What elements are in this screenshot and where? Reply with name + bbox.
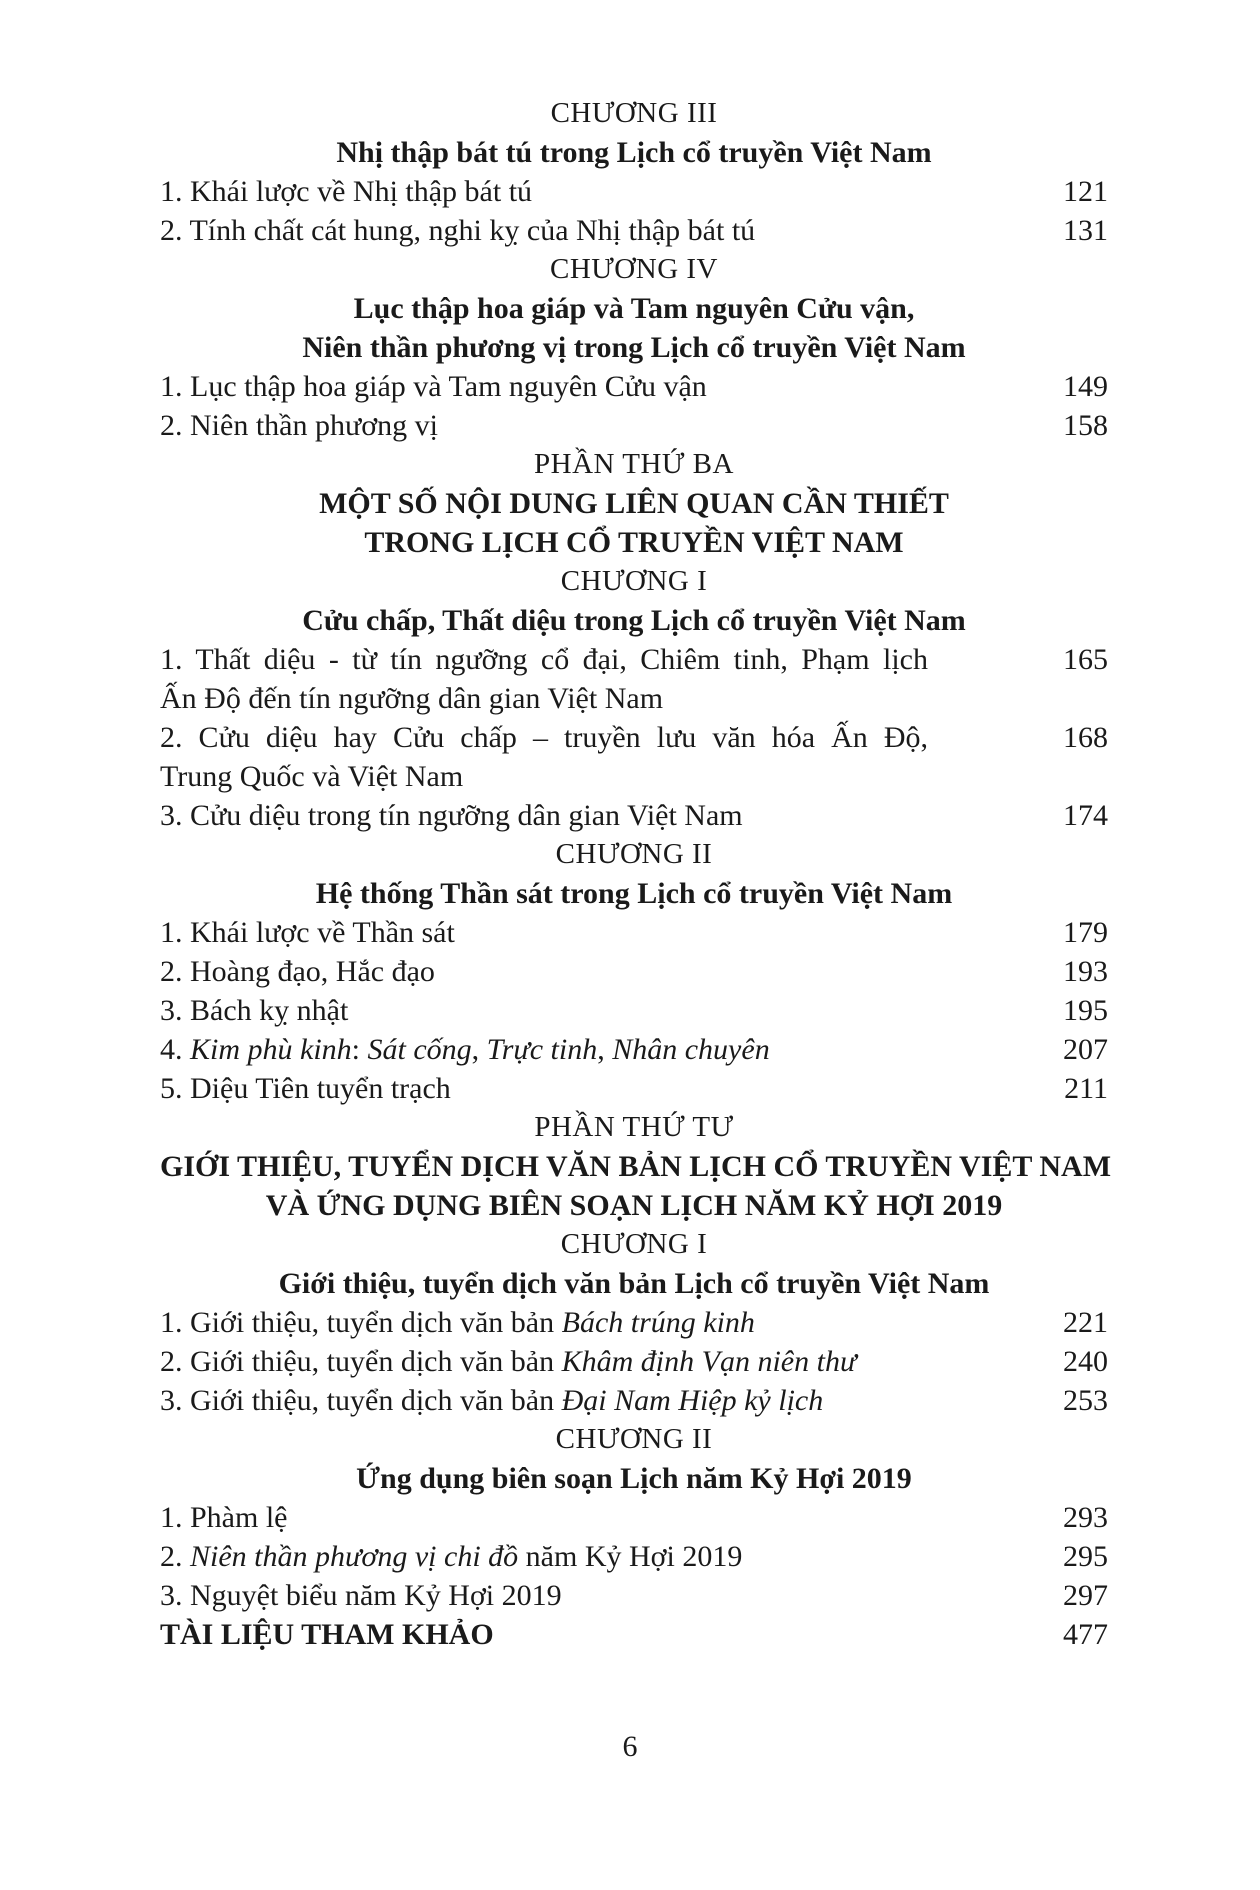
toc-entry-text: 4. Kim phù kinh: Sát cống, Trực tinh, Nhân chuyên bbox=[160, 1033, 770, 1066]
chapter-heading: CHƯƠNG II bbox=[555, 838, 713, 870]
toc-entry-page: 293 bbox=[1063, 1501, 1108, 1534]
toc-entry-text: 1. Lục thập hoa giáp và Tam nguyên Cửu vận bbox=[160, 370, 707, 403]
chapter-title: Ứng dụng biên soạn Lịch năm Kỷ Hợi 2019 bbox=[356, 1462, 912, 1495]
toc-entry-page: 121 bbox=[1063, 175, 1108, 208]
toc-entry-text: TÀI LIỆU THAM KHẢO bbox=[160, 1618, 494, 1651]
chapter-heading: CHƯƠNG IV bbox=[550, 253, 718, 285]
toc-entry-page: 193 bbox=[1063, 955, 1108, 988]
toc-entry[interactable] bbox=[160, 1342, 1108, 1381]
toc-entry-page: 297 bbox=[1063, 1579, 1108, 1612]
toc-entry-text: 1. Khái lược về Thần sát bbox=[160, 916, 455, 949]
part-title: VÀ ỨNG DỤNG BIÊN SOẠN LỊCH NĂM KỶ HỢI 2019 bbox=[265, 1189, 1003, 1222]
chapter-heading: CHƯƠNG I bbox=[560, 565, 708, 597]
chapter-title: Hệ thống Thần sát trong Lịch cổ truyền Việt Nam bbox=[315, 877, 953, 910]
toc-entry-text: 3. Cửu diệu trong tín ngưỡng dân gian Việt Nam bbox=[160, 799, 743, 832]
toc-entry-page: 168 bbox=[1063, 721, 1108, 754]
toc-entry-page: 195 bbox=[1063, 994, 1108, 1027]
toc-entry-continuation: Ấn Độ đến tín ngưỡng dân gian Việt Nam bbox=[160, 682, 664, 715]
toc-entry-page: 158 bbox=[1063, 409, 1108, 442]
toc-entry-page: 221 bbox=[1063, 1306, 1108, 1339]
toc-entry-text: 2. Tính chất cát hung, nghi kỵ của Nhị thập bát tú bbox=[160, 214, 756, 247]
part-title: TRONG LỊCH CỔ TRUYỀN VIỆT NAM bbox=[364, 526, 904, 559]
toc-entry-page: 207 bbox=[1063, 1033, 1108, 1066]
toc-entry[interactable] bbox=[160, 718, 1108, 757]
chapter-title: Nhị thập bát tú trong Lịch cổ truyền Việt Nam bbox=[336, 136, 932, 169]
toc-entry-text: 2. Niên thần phương vị bbox=[160, 409, 438, 442]
toc-entry-text: 1. Giới thiệu, tuyển dịch văn bản Bách trúng kinh bbox=[160, 1306, 755, 1339]
toc-entry-page: 174 bbox=[1063, 799, 1108, 832]
toc-entry-text: 3. Giới thiệu, tuyển dịch văn bản Đại Nam Hiệp kỷ lịch bbox=[160, 1384, 824, 1417]
part-heading: PHẦN THỨ BA bbox=[534, 448, 734, 480]
toc-entry-text: 1. Khái lược về Nhị thập bát tú bbox=[160, 175, 533, 208]
toc-entry-page: 253 bbox=[1063, 1384, 1108, 1417]
part-title: GIỚI THIỆU, TUYỂN DỊCH VĂN BẢN LỊCH CỔ TRUYỀN VIỆT NAM bbox=[160, 1150, 1112, 1183]
toc-entry-page: 165 bbox=[1063, 643, 1108, 676]
toc-entry[interactable] bbox=[160, 406, 1108, 445]
toc-entry[interactable] bbox=[160, 913, 1108, 952]
toc-entry[interactable] bbox=[160, 1303, 1108, 1342]
chapter-title: Cửu chấp, Thất diệu trong Lịch cổ truyền Việt Nam bbox=[302, 604, 966, 637]
toc-entry-references[interactable] bbox=[160, 1615, 1108, 1654]
chapter-heading: CHƯƠNG III bbox=[550, 97, 718, 129]
toc-entry-page: 295 bbox=[1063, 1540, 1108, 1573]
toc-entry-page: 477 bbox=[1063, 1618, 1108, 1651]
toc-entry-text: 1. Thất diệu - từ tín ngưỡng cổ đại, Chiêm tinh, Phạm lịch bbox=[160, 643, 928, 676]
toc-entry[interactable] bbox=[160, 1576, 1108, 1615]
toc-entry[interactable] bbox=[160, 1069, 1108, 1108]
part-heading: PHẦN THỨ TƯ bbox=[534, 1111, 734, 1143]
toc-entry-page: 179 bbox=[1063, 916, 1108, 949]
toc-entry-text: 2. Giới thiệu, tuyển dịch văn bản Khâm định Vạn niên thư bbox=[160, 1345, 857, 1378]
chapter-title: Niên thần phương vị trong Lịch cổ truyền Việt Nam bbox=[302, 331, 966, 364]
toc-entry[interactable] bbox=[160, 211, 1108, 250]
toc-entry-text: 2. Hoàng đạo, Hắc đạo bbox=[160, 955, 435, 988]
toc-entry[interactable] bbox=[160, 1381, 1108, 1420]
part-title: MỘT SỐ NỘI DUNG LIÊN QUAN CẦN THIẾT bbox=[319, 487, 949, 520]
toc-entry-text: 1. Phàm lệ bbox=[160, 1501, 288, 1534]
chapter-title: Lục thập hoa giáp và Tam nguyên Cửu vận, bbox=[353, 292, 915, 325]
toc-entry[interactable] bbox=[160, 1030, 1108, 1069]
toc-entry-continuation: Trung Quốc và Việt Nam bbox=[160, 760, 464, 793]
chapter-title: Giới thiệu, tuyển dịch văn bản Lịch cổ truyền Việt Nam bbox=[278, 1267, 990, 1300]
toc-entry-page: 211 bbox=[1064, 1072, 1108, 1105]
toc-entry-text: 5. Diệu Tiên tuyển trạch bbox=[160, 1072, 451, 1105]
toc-entry[interactable] bbox=[160, 1498, 1108, 1537]
toc-entry[interactable] bbox=[160, 991, 1108, 1030]
toc-entry[interactable] bbox=[160, 1537, 1108, 1576]
toc-entry-page: 149 bbox=[1063, 370, 1108, 403]
toc-entry-text: 2. Niên thần phương vị chi đồ năm Kỷ Hợi 2019 bbox=[160, 1540, 743, 1573]
toc-entry-text: 3. Nguyệt biểu năm Kỷ Hợi 2019 bbox=[160, 1579, 562, 1612]
toc-entry-page: 131 bbox=[1063, 214, 1108, 247]
table-of-contents bbox=[160, 94, 1112, 1654]
toc-entry-text: 3. Bách kỵ nhật bbox=[160, 994, 349, 1027]
toc-entry[interactable] bbox=[160, 367, 1108, 406]
toc-entry-text: 2. Cửu diệu hay Cửu chấp – truyền lưu văn hóa Ấn Độ, bbox=[160, 721, 928, 754]
chapter-heading: CHƯƠNG II bbox=[555, 1423, 713, 1455]
toc-entry[interactable] bbox=[160, 796, 1108, 835]
toc-entry[interactable] bbox=[160, 952, 1108, 991]
page-number: 6 bbox=[622, 1730, 638, 1763]
toc-entry-page: 240 bbox=[1063, 1345, 1108, 1378]
toc-entry[interactable] bbox=[160, 640, 1108, 679]
chapter-heading: CHƯƠNG I bbox=[560, 1228, 708, 1260]
toc-entry[interactable] bbox=[160, 172, 1108, 211]
